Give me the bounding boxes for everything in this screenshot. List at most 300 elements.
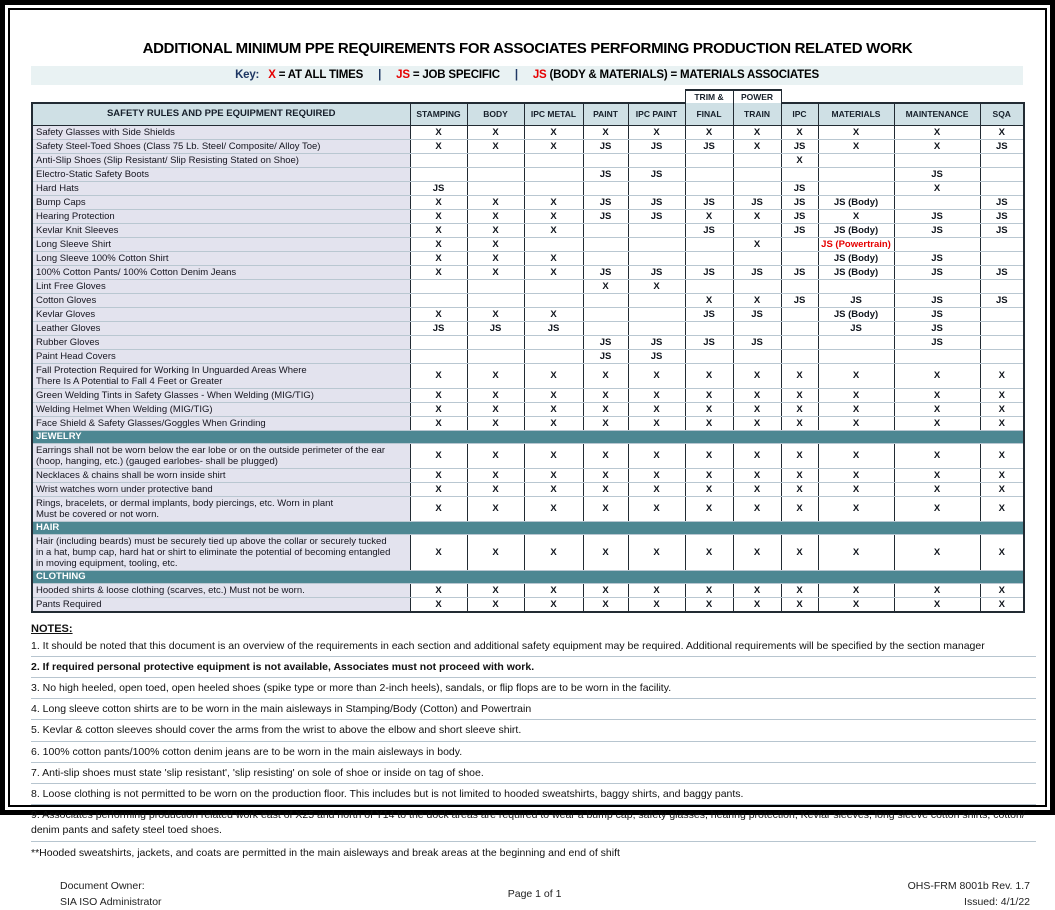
ppe-cell: JS: [628, 195, 685, 209]
ppe-cell: X: [894, 125, 980, 139]
ppe-cell: JS: [733, 195, 781, 209]
rule-label: Hooded shirts & loose clothing (scarves, etc.) Must not be worn.: [32, 583, 410, 597]
ppe-cell: [894, 153, 980, 167]
ppe-cell: X: [410, 416, 467, 430]
ppe-cell: X: [467, 237, 524, 251]
ppe-cell: [685, 167, 733, 181]
ppe-cell: X: [781, 482, 818, 496]
table-row: [32, 321, 1024, 335]
header-cap-spacer: [524, 90, 583, 103]
ppe-cell: X: [524, 482, 583, 496]
section-row: [32, 430, 1024, 443]
header-cap-row: [32, 90, 1024, 103]
ppe-cell: X: [980, 496, 1024, 521]
ppe-cell: JS: [894, 223, 980, 237]
ppe-cell: X: [583, 534, 628, 570]
table-row: [32, 293, 1024, 307]
ppe-cell: X: [410, 534, 467, 570]
ppe-cell: [524, 279, 583, 293]
table-row: [32, 534, 1024, 570]
ppe-cell: X: [467, 363, 524, 388]
ppe-cell: X: [467, 265, 524, 279]
ppe-cell: X: [628, 416, 685, 430]
ppe-cell: X: [733, 482, 781, 496]
ppe-cell: JS: [410, 181, 467, 195]
ppe-cell: [980, 153, 1024, 167]
ppe-cell: X: [583, 363, 628, 388]
note-item: 4. Long sleeve cotton shirts are to be worn in the main aisleways in Stamping/Body (Cotton) and Powertrain: [31, 699, 1036, 720]
ppe-cell: X: [583, 279, 628, 293]
column-header: MAINTENANCE: [894, 103, 980, 125]
ppe-cell: X: [980, 534, 1024, 570]
ppe-cell: [818, 349, 894, 363]
ppe-cell: X: [467, 223, 524, 237]
ppe-cell: [781, 321, 818, 335]
header-cap-spacer: [467, 90, 524, 103]
ppe-cell: X: [818, 443, 894, 468]
table-row: [32, 279, 1024, 293]
column-header: IPC PAINT: [628, 103, 685, 125]
ppe-cell: X: [467, 482, 524, 496]
key-code-js-body: JS: [532, 69, 547, 81]
ppe-cell: X: [524, 125, 583, 139]
ppe-cell: X: [467, 195, 524, 209]
ppe-cell: JS: [980, 139, 1024, 153]
rule-label: Long Sleeve 100% Cotton Shirt: [32, 251, 410, 265]
ppe-cell: X: [685, 209, 733, 223]
table-row: [32, 139, 1024, 153]
ppe-cell: [733, 279, 781, 293]
key-separator: |: [514, 69, 518, 81]
table-row: [32, 167, 1024, 181]
ppe-cell: X: [410, 443, 467, 468]
ppe-cell: X: [524, 597, 583, 612]
rules-column-header: SAFETY RULES AND PPE EQUIPMENT REQUIRED: [32, 103, 410, 125]
ppe-cell: X: [685, 468, 733, 482]
ppe-cell: [818, 335, 894, 349]
ppe-cell: X: [628, 363, 685, 388]
ppe-cell: JS: [583, 209, 628, 223]
ppe-cell: JS: [685, 265, 733, 279]
ppe-cell: [410, 153, 467, 167]
note-item: 1. It should be noted that this document is an overview of the requirements in each section and additional safety equipment may be required. Additional requirements will be specified by the section manager: [31, 636, 1036, 657]
ppe-cell: [583, 293, 628, 307]
rule-label: Welding Helmet When Welding (MIG/TIG): [32, 402, 410, 416]
ppe-cell: [733, 181, 781, 195]
ppe-cell: X: [583, 388, 628, 402]
ppe-cell: X: [818, 388, 894, 402]
ppe-cell: X: [628, 468, 685, 482]
ppe-cell: JS: [628, 335, 685, 349]
header-cap-spacer: [781, 90, 818, 103]
rule-label: Rings, bracelets, or dermal implants, body piercings, etc. Worn in plant Must be covered or not worn.: [32, 496, 410, 521]
ppe-cell: X: [467, 125, 524, 139]
ppe-cell: X: [733, 402, 781, 416]
ppe-cell: JS: [980, 195, 1024, 209]
ppe-cell: [467, 167, 524, 181]
ppe-cell: X: [781, 468, 818, 482]
table-row: [32, 265, 1024, 279]
ppe-cell: X: [818, 139, 894, 153]
ppe-cell: [818, 279, 894, 293]
ppe-cell: [524, 181, 583, 195]
notes-footnote: **Hooded sweatshirts, jackets, and coats are permitted in the main aisleways and break areas at the beginning and end of shift: [31, 846, 620, 859]
note-item: 6. 100% cotton pants/100% cotton denim jeans are to be worn in the main aisleways in body.: [31, 742, 1036, 763]
rule-label: Anti-Slip Shoes (Slip Resistant/ Slip Resisting Stated on Shoe): [32, 153, 410, 167]
header-cap-spacer: [628, 90, 685, 103]
ppe-cell: [733, 349, 781, 363]
header-cap-spacer: [32, 90, 410, 103]
ppe-cell: [583, 237, 628, 251]
ppe-cell: X: [733, 388, 781, 402]
ppe-cell: X: [410, 237, 467, 251]
note-item: 9. Associates performing production related work east of X25 and north of Y14 to the dock areas are required to wear a bump cap, safety glasses, hearing protection, Kevlar sleeves, long sleeve cotton shirts, cotton/ denim pants and safety steel toed shoes.: [31, 805, 1036, 841]
column-header: TRAIN: [733, 103, 781, 125]
column-header-top: TRIM &: [685, 90, 733, 103]
rule-label: Leather Gloves: [32, 321, 410, 335]
ppe-cell: JS: [685, 335, 733, 349]
ppe-cell: X: [980, 388, 1024, 402]
ppe-cell: JS: [781, 139, 818, 153]
ppe-cell: X: [733, 139, 781, 153]
ppe-cell: X: [894, 402, 980, 416]
ppe-cell: [781, 251, 818, 265]
ppe-cell: X: [733, 468, 781, 482]
header-cap-spacer: [583, 90, 628, 103]
key-desc-x: = AT ALL TIMES: [278, 69, 364, 81]
key-code-js: JS: [396, 69, 410, 81]
section-row: [32, 570, 1024, 583]
ppe-cell: X: [894, 597, 980, 612]
ppe-cell: X: [818, 534, 894, 570]
ppe-cell: [781, 307, 818, 321]
ppe-cell: X: [467, 251, 524, 265]
section-row: [32, 521, 1024, 534]
ppe-cell: X: [524, 402, 583, 416]
ppe-cell: X: [980, 402, 1024, 416]
table-row: [32, 416, 1024, 430]
ppe-cell: [781, 167, 818, 181]
document-ref-number: OHS-FRM 8001b Rev. 1.7: [907, 879, 1030, 892]
document-page: [8, 8, 1047, 908]
ppe-cell: X: [818, 416, 894, 430]
ppe-cell: X: [894, 416, 980, 430]
ppe-cell: X: [733, 209, 781, 223]
table-row: [32, 402, 1024, 416]
ppe-cell: JS (Body): [818, 195, 894, 209]
ppe-cell: [524, 335, 583, 349]
ppe-cell: JS: [628, 265, 685, 279]
ppe-cell: X: [685, 597, 733, 612]
ppe-cell: X: [818, 125, 894, 139]
table-row: [32, 251, 1024, 265]
ppe-cell: X: [467, 139, 524, 153]
ppe-cell: JS: [628, 209, 685, 223]
ppe-cell: [894, 279, 980, 293]
ppe-cell: [980, 251, 1024, 265]
ppe-cell: [467, 335, 524, 349]
ppe-cell: X: [818, 583, 894, 597]
ppe-cell: X: [980, 597, 1024, 612]
ppe-cell: X: [980, 482, 1024, 496]
ppe-cell: X: [781, 363, 818, 388]
ppe-cell: JS (Body): [818, 223, 894, 237]
ppe-cell: X: [733, 125, 781, 139]
ppe-cell: [524, 153, 583, 167]
ppe-cell: X: [818, 363, 894, 388]
ppe-cell: JS: [628, 349, 685, 363]
ppe-cell: X: [781, 597, 818, 612]
ppe-cell: X: [583, 468, 628, 482]
ppe-cell: [781, 237, 818, 251]
ppe-cell: [524, 349, 583, 363]
rule-label: Paint Head Covers: [32, 349, 410, 363]
ppe-cell: X: [467, 443, 524, 468]
ppe-cell: X: [410, 223, 467, 237]
ppe-cell: JS: [781, 195, 818, 209]
ppe-cell: JS: [894, 265, 980, 279]
ppe-cell: X: [685, 388, 733, 402]
ppe-cell: X: [524, 265, 583, 279]
key-code-x: X: [268, 69, 276, 81]
header-cap-spacer: [410, 90, 467, 103]
table-row: [32, 388, 1024, 402]
ppe-cell: JS: [894, 293, 980, 307]
ppe-cell: JS: [733, 265, 781, 279]
ppe-cell: X: [410, 251, 467, 265]
page-number: Page 1 of 1: [507, 887, 562, 900]
ppe-cell: [467, 349, 524, 363]
table-row: [32, 597, 1024, 612]
ppe-cell: [583, 181, 628, 195]
ppe-cell: [583, 223, 628, 237]
ppe-cell: JS (Body): [818, 307, 894, 321]
ppe-cell: [467, 153, 524, 167]
ppe-cell: X: [685, 363, 733, 388]
ppe-cell: X: [685, 443, 733, 468]
ppe-cell: X: [818, 597, 894, 612]
ppe-cell: X: [410, 583, 467, 597]
ppe-cell: X: [685, 583, 733, 597]
ppe-cell: JS: [583, 139, 628, 153]
table-row: [32, 363, 1024, 388]
table-row: [32, 482, 1024, 496]
ppe-cell: [818, 181, 894, 195]
ppe-cell: X: [524, 209, 583, 223]
ppe-cell: JS: [781, 293, 818, 307]
table-body: [32, 125, 1024, 612]
ppe-cell: [980, 307, 1024, 321]
rule-label: Necklaces & chains shall be worn inside shirt: [32, 468, 410, 482]
ppe-cell: JS: [583, 167, 628, 181]
key-legend: [31, 66, 1023, 85]
key-separator: |: [378, 69, 382, 81]
rule-label: Cotton Gloves: [32, 293, 410, 307]
ppe-cell: X: [733, 496, 781, 521]
ppe-cell: JS: [467, 321, 524, 335]
ppe-cell: X: [467, 388, 524, 402]
ppe-cell: X: [733, 597, 781, 612]
column-header: STAMPING: [410, 103, 467, 125]
ppe-cell: X: [467, 209, 524, 223]
rule-label: Fall Protection Required for Working In Unguarded Areas Where There Is A Potential to Fall 4 Feet or Greater: [32, 363, 410, 388]
ppe-cell: X: [410, 125, 467, 139]
ppe-cell: X: [628, 597, 685, 612]
ppe-cell: [980, 321, 1024, 335]
ppe-cell: [628, 153, 685, 167]
ppe-cell: [410, 335, 467, 349]
ppe-cell: [467, 181, 524, 195]
ppe-cell: X: [733, 237, 781, 251]
ppe-cell: X: [628, 388, 685, 402]
rule-label: Wrist watches worn under protective band: [32, 482, 410, 496]
ppe-cell: X: [818, 468, 894, 482]
ppe-cell: JS: [980, 209, 1024, 223]
column-header: MATERIALS: [818, 103, 894, 125]
ppe-cell: [628, 181, 685, 195]
rule-label: Earrings shall not be worn below the ear lobe or on the outside perimeter of the ear (hoop, hanging, etc.) (gauged earlobes- shall be plugged): [32, 443, 410, 468]
ppe-cell: X: [524, 534, 583, 570]
ppe-cell: JS: [781, 181, 818, 195]
section-header: CLOTHING: [32, 570, 1024, 583]
ppe-cell: JS: [524, 321, 583, 335]
ppe-cell: JS: [628, 167, 685, 181]
ppe-cell: [583, 251, 628, 265]
key-desc-js: = JOB SPECIFIC: [412, 69, 500, 81]
ppe-cell: [524, 293, 583, 307]
ppe-cell: JS: [583, 335, 628, 349]
ppe-cell: JS: [980, 223, 1024, 237]
ppe-cell: X: [410, 307, 467, 321]
header-cap-spacer: [818, 90, 894, 103]
ppe-cell: X: [980, 443, 1024, 468]
ppe-cell: X: [733, 293, 781, 307]
ppe-cell: JS: [894, 251, 980, 265]
ppe-cell: [583, 321, 628, 335]
ppe-cell: X: [410, 363, 467, 388]
ppe-cell: X: [628, 279, 685, 293]
ppe-cell: [410, 293, 467, 307]
ppe-cell: JS (Body): [818, 265, 894, 279]
ppe-cell: [685, 321, 733, 335]
ppe-cell: JS: [685, 307, 733, 321]
header-cap-spacer: [980, 90, 1024, 103]
ppe-cell: X: [410, 496, 467, 521]
ppe-cell: X: [628, 125, 685, 139]
ppe-cell: X: [733, 363, 781, 388]
ppe-cell: X: [524, 223, 583, 237]
ppe-cell: [733, 167, 781, 181]
table-row: [32, 209, 1024, 223]
ppe-cell: X: [583, 443, 628, 468]
ppe-cell: X: [524, 388, 583, 402]
ppe-cell: JS: [410, 321, 467, 335]
ppe-cell: X: [524, 496, 583, 521]
ppe-cell: JS: [685, 223, 733, 237]
notes-heading: NOTES:: [31, 622, 73, 635]
ppe-cell: JS: [781, 223, 818, 237]
ppe-cell: X: [467, 307, 524, 321]
ppe-cell: X: [467, 534, 524, 570]
key-label: Key:: [235, 69, 260, 81]
ppe-cell: X: [733, 534, 781, 570]
ppe-cell: X: [583, 125, 628, 139]
ppe-cell: X: [818, 482, 894, 496]
ppe-cell: X: [467, 416, 524, 430]
ppe-cell: X: [781, 583, 818, 597]
table-row: [32, 125, 1024, 139]
ppe-cell: [685, 279, 733, 293]
ppe-cell: JS: [628, 139, 685, 153]
ppe-cell: X: [980, 125, 1024, 139]
ppe-cell: X: [894, 496, 980, 521]
ppe-cell: JS: [685, 195, 733, 209]
rule-label: Hearing Protection: [32, 209, 410, 223]
ppe-cell: X: [410, 195, 467, 209]
note-item: 2. If required personal protective equipment is not available, Associates must not proceed with work.: [31, 657, 1036, 678]
table-row: [32, 349, 1024, 363]
ppe-cell: X: [894, 468, 980, 482]
ppe-cell: X: [894, 534, 980, 570]
ppe-cell: [583, 153, 628, 167]
ppe-cell: [818, 167, 894, 181]
ppe-cell: JS: [685, 139, 733, 153]
ppe-cell: [894, 195, 980, 209]
ppe-cell: [980, 237, 1024, 251]
ppe-cell: [781, 335, 818, 349]
ppe-cell: [628, 293, 685, 307]
ppe-cell: X: [628, 443, 685, 468]
table-row: [32, 153, 1024, 167]
ppe-cell: [467, 279, 524, 293]
ppe-cell: JS: [781, 209, 818, 223]
ppe-cell: JS: [980, 265, 1024, 279]
ppe-cell: [410, 167, 467, 181]
ppe-cell: X: [685, 125, 733, 139]
ppe-cell: X: [628, 534, 685, 570]
ppe-cell: X: [781, 534, 818, 570]
ppe-cell: [628, 251, 685, 265]
ppe-cell: X: [733, 583, 781, 597]
ppe-cell: [583, 307, 628, 321]
ppe-cell: [410, 349, 467, 363]
document-reference: [908, 879, 1030, 910]
rule-label: Electro-Static Safety Boots: [32, 167, 410, 181]
ppe-cell: X: [894, 583, 980, 597]
ppe-cell: JS: [818, 293, 894, 307]
column-header: PAINT: [583, 103, 628, 125]
ppe-cell: X: [583, 496, 628, 521]
table-row: [32, 307, 1024, 321]
ppe-cell: JS (Powertrain): [818, 237, 894, 251]
ppe-cell: JS: [583, 265, 628, 279]
ppe-cell: JS: [894, 321, 980, 335]
table-row: [32, 496, 1024, 521]
ppe-cell: [628, 223, 685, 237]
ppe-cell: X: [980, 468, 1024, 482]
ppe-cell: X: [410, 265, 467, 279]
ppe-cell: JS: [894, 307, 980, 321]
table-row: [32, 443, 1024, 468]
rule-label: Face Shield & Safety Glasses/Goggles When Grinding: [32, 416, 410, 430]
ppe-cell: X: [524, 416, 583, 430]
header-row: [32, 103, 1024, 125]
ppe-cell: JS: [894, 167, 980, 181]
ppe-cell: [524, 237, 583, 251]
ppe-cell: [628, 321, 685, 335]
ppe-cell: X: [410, 597, 467, 612]
rule-label: Long Sleeve Shirt: [32, 237, 410, 251]
